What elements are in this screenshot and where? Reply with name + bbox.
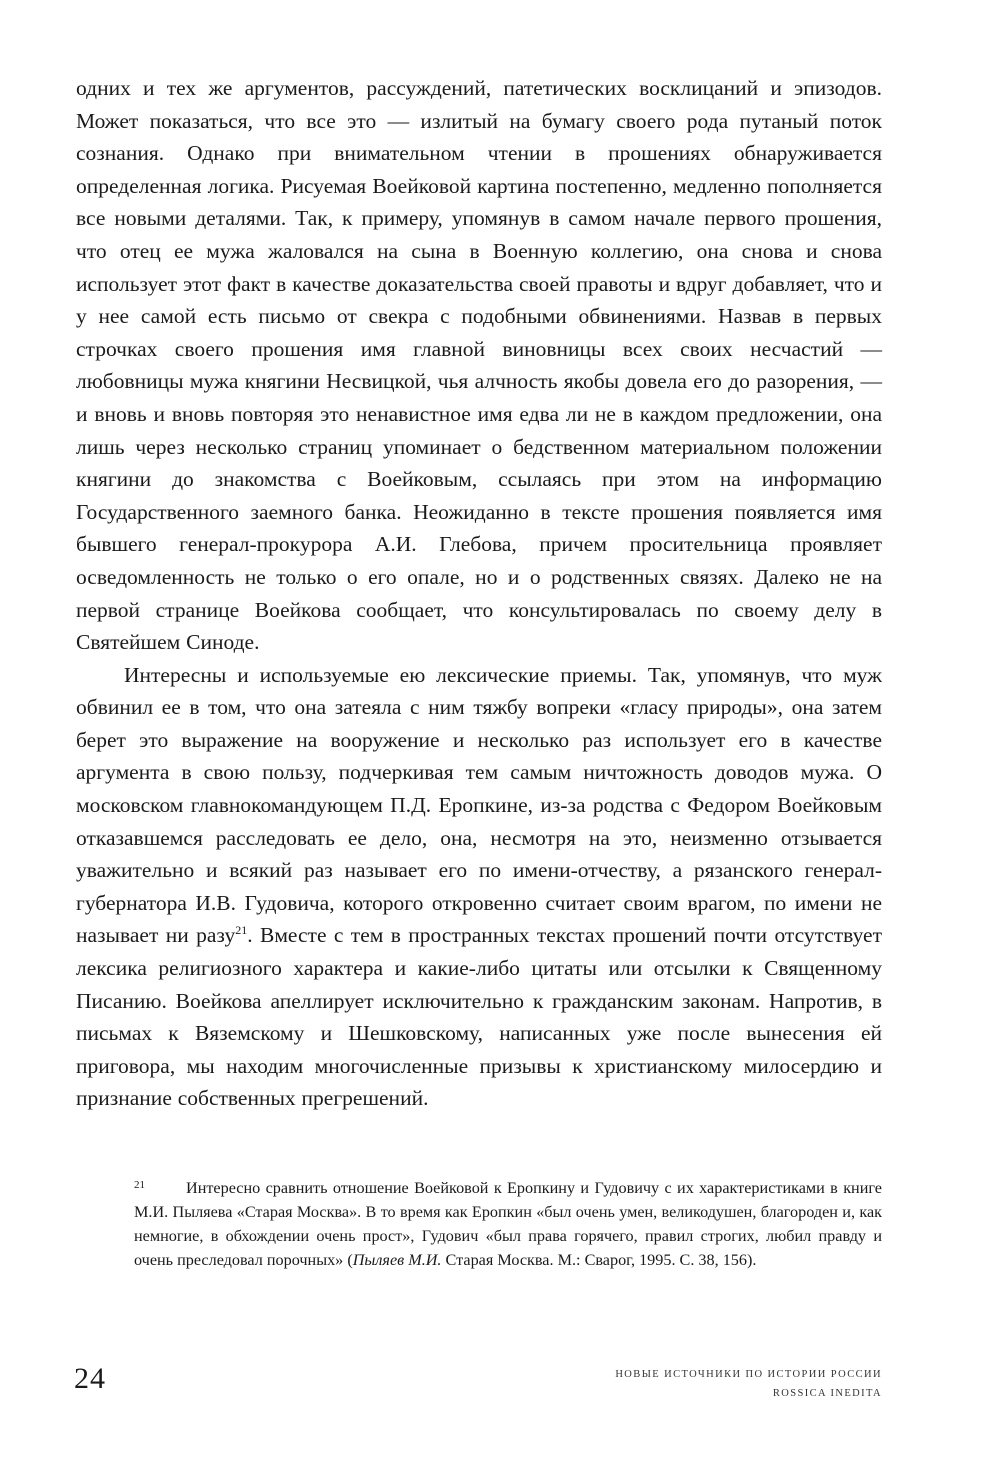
series-title: НОВЫЕ ИСТОЧНИКИ ПО ИСТОРИИ РОССИИ <box>615 1369 882 1380</box>
footnote-text: Интересно сравнить отношение Воейковой к Еропкину и Гудовичу с их характеристиками в книге М.И. Пыляева «Старая Москва». В то время как Еропкин «был очень умен, великодушен, благороден и, как немногие, в обхождении очень прост», Гудович «был права горячего, правил строгих, любил правду и очень преследовал порочных» ( <box>134 1179 882 1269</box>
footnote: 21 Интересно сравнить отношение Воейковой к Еропкину и Гудовичу с их характеристиками в книге М.И. Пыляева «Старая Москва». В то время как Еропкин «был очень умен, великодушен, благороден и, как немногие, в обхождении очень прост», Гудович «был права горячего, правил строгих, любил правду и очень преследовал порочных» (Пыляев М.И. Старая Москва. М.: Сварог, 1995. С. 38, 156). <box>134 1179 882 1269</box>
paragraph-text: . Вместе с тем в пространных текстах прошений почти отсутствует лексика религиозного характера и какие-либо цитаты или отсылки к Священному Писанию. Воейкова апеллирует исключительно к гражданским законам. Напротив, в письмах к Вяземскому и Шешковскому, написанных уже после вынесения ей приговора, мы находим многочисленные призывы к христианскому милосердию и признание собственных прегрешений. <box>76 923 882 1111</box>
paragraph <box>76 659 882 1115</box>
footnote-text: Старая Москва. М.: Сварог, 1995. С. 38, 156). <box>441 1251 757 1269</box>
page-number: 24 <box>74 1362 106 1395</box>
series-subtitle: ROSSICA INEDITA <box>772 1388 882 1399</box>
footnote-author: Пыляев М.И. <box>352 1251 442 1269</box>
running-head <box>615 1365 882 1403</box>
main-text <box>76 72 882 1115</box>
footnote-reference[interactable]: 21 <box>235 923 248 938</box>
paragraph-text: Интересны и используемые ею лексические приемы. Так, упомянув, что муж обвинил ее в том, что она затеяла с ним тяжбу вопреки «гласу природы», она затем берет это выражение на вооружение и несколько раз использует его в качестве аргумента в свою пользу, подчеркивая тем самым ничтожность доводов мужа. О московском главнокомандующем П.Д. Еропкине, из-за родства с Федором Воейковым отказавшемся расследовать ее дело, она, несмотря на это, неизменно отзывается уважительно и всякий раз называет его по имени-отчеству, а рязанского генерал-губернатора И.В. Гудовича, которого откровенно считает своим врагом, по имени не называет ни разу <box>76 662 882 948</box>
paragraph: одних и тех же аргументов, рассуждений, патетических восклицаний и эпизодов. Может показаться, что все это — излитый на бумагу своего рода путаный поток сознания. Однако при внимательном чтении в прошениях обнаруживается определенная логика. Рисуемая Воейковой картина постепенно, медленно пополняется все новыми деталями. Так, к примеру, упомянув в самом начале первого прошения, что отец ее мужа жаловался на сына в Военную коллегию, она снова и снова использует этот факт в качестве доказательства своей правоты и вдруг добавляет, что и у нее самой есть письмо от свекра с подобными обвинениями. Назвав в первых строчках своего прошения имя главной виновницы всех своих несчастий — любовницы мужа княгини Несвицкой, чья алчность якобы довела его до разорения, — и вновь и вновь повторяя это ненавистное имя едва ли не в каждом предложении, она лишь через несколько страниц упоминает о бедственном материальном положении княгини до знакомства с Воейковым, ссылаясь при этом на информацию Государственного заемного банка. Неожиданно в тексте прошения появляется имя бывшего генерал-прокурора А.И. Глебова, причем просительница проявляет осведомленность не только о его опале, но и о родственных связях. Далеко не на первой странице Воейкова сообщает, что консультировалась по своему делу в Святейшем Синоде. <box>76 76 882 655</box>
